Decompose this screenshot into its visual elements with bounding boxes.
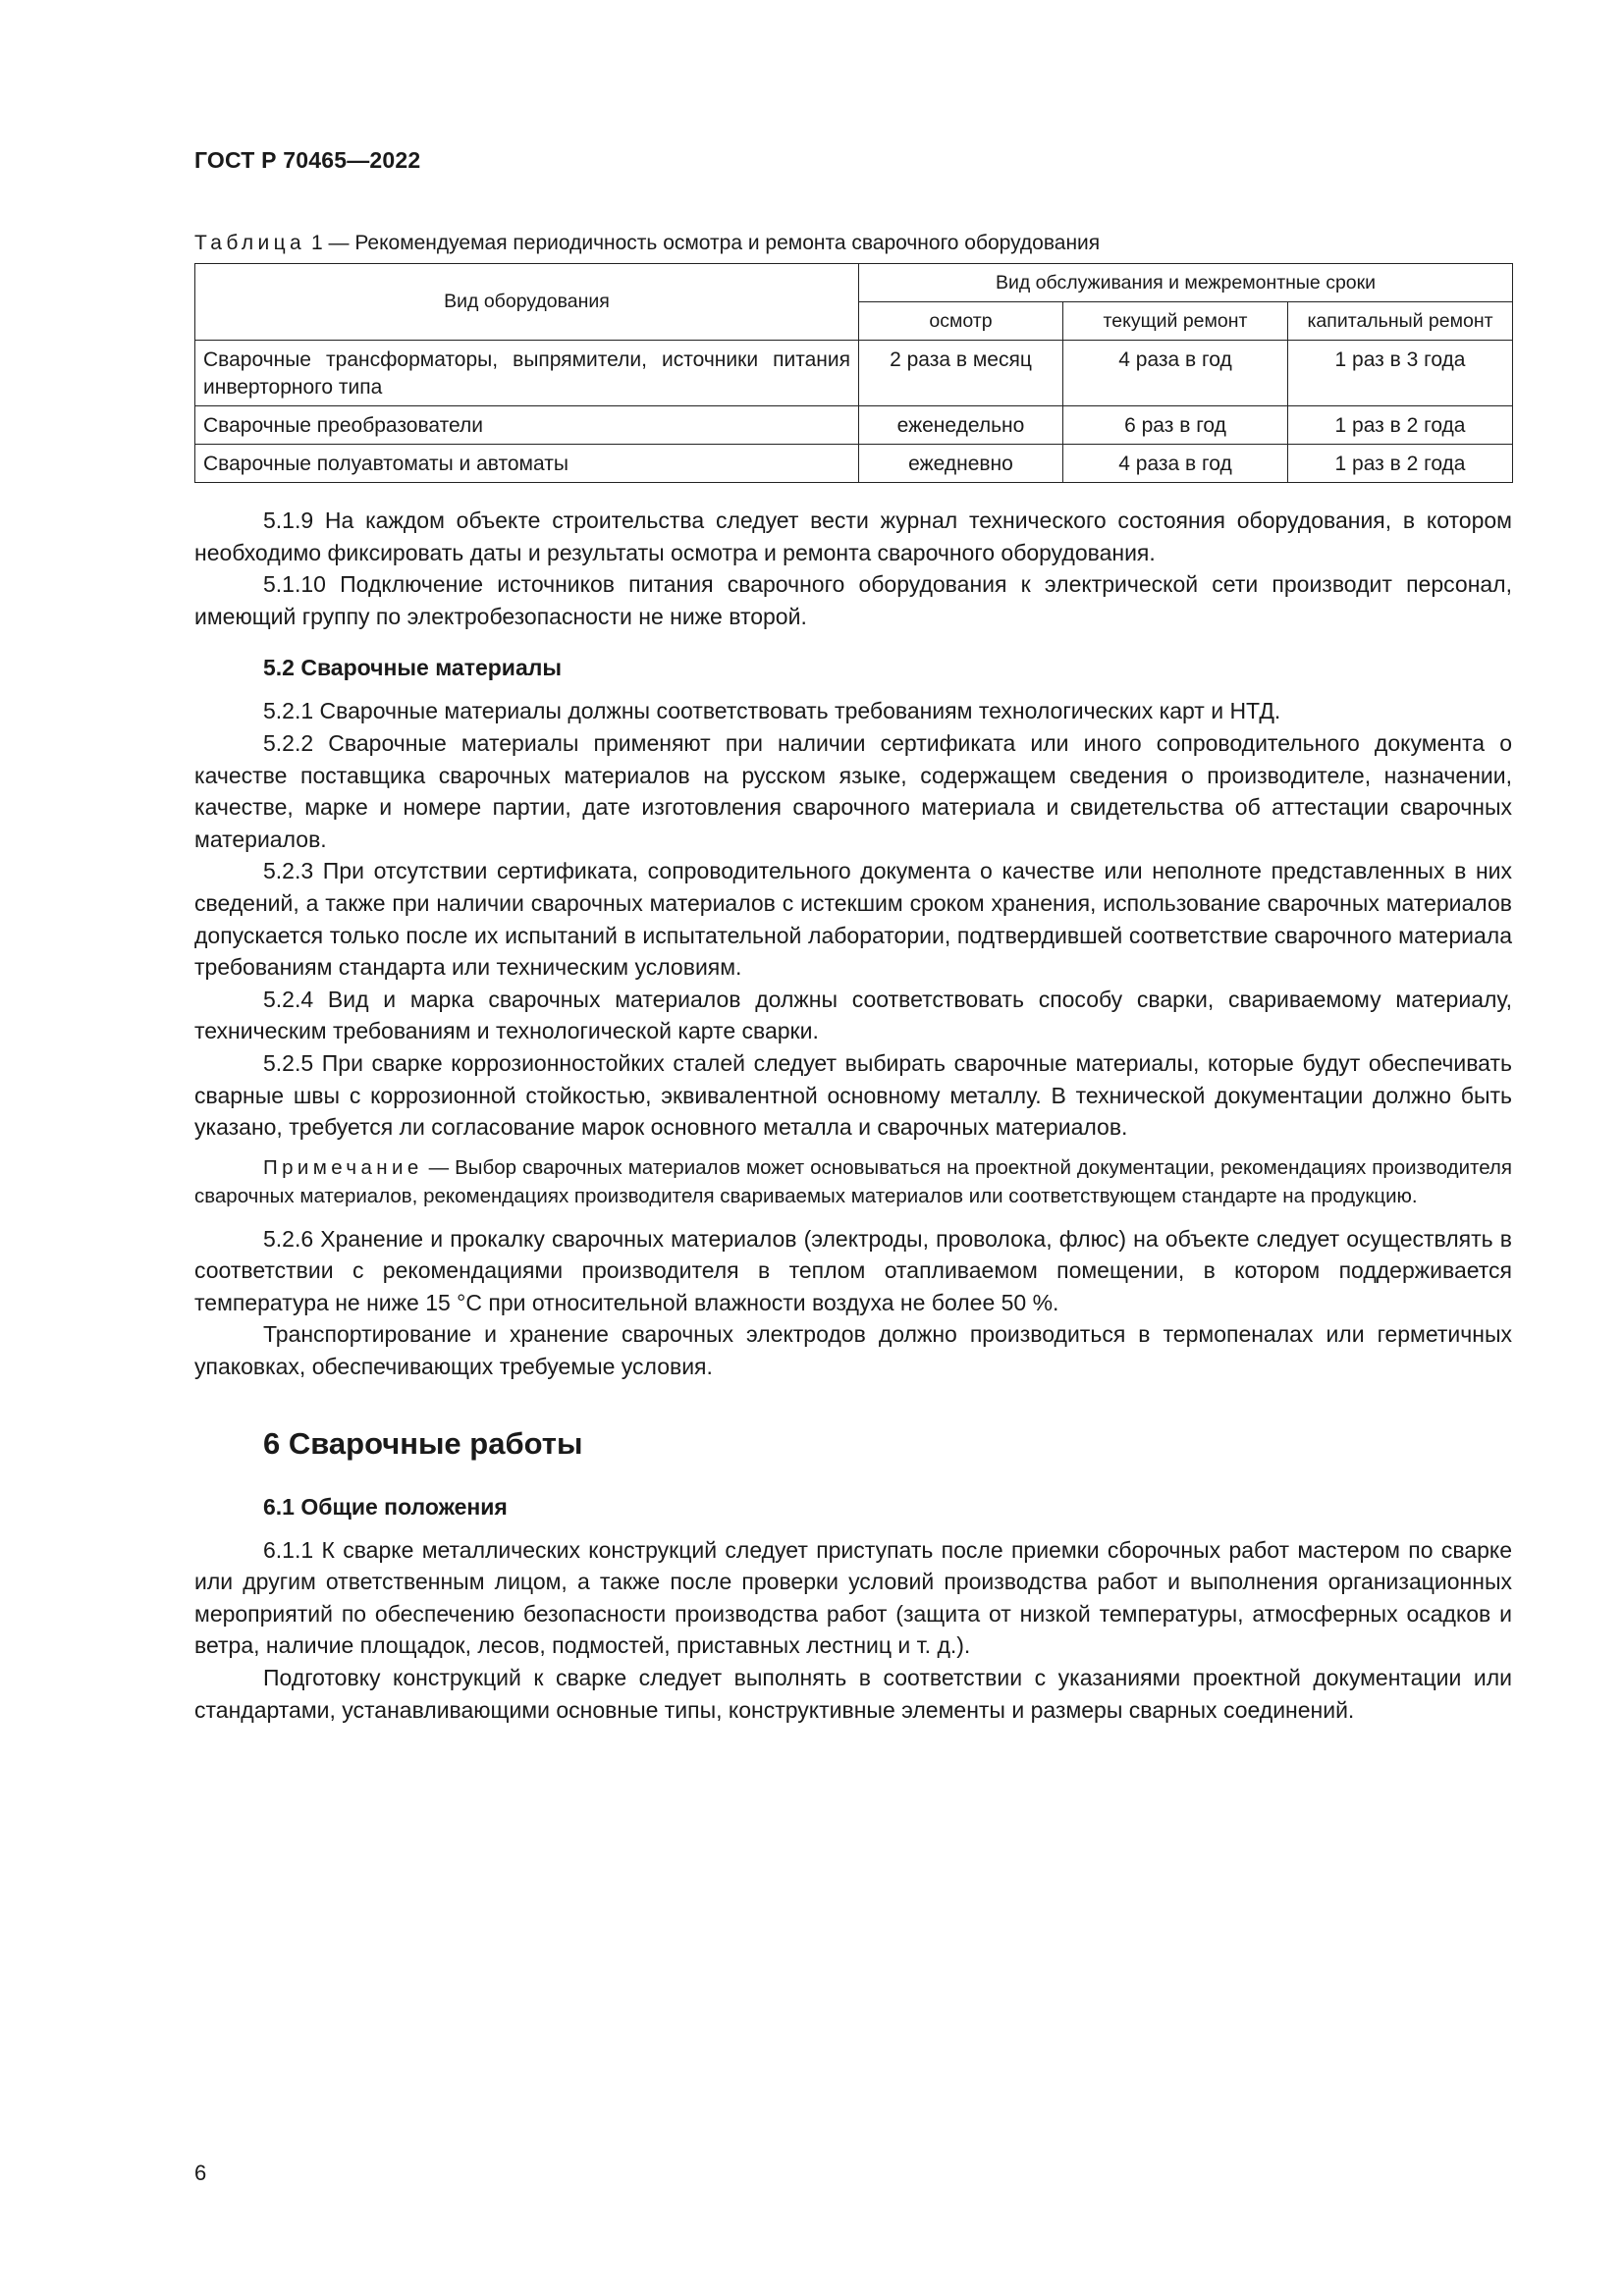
current-repair-cell: 4 раза в год [1063, 341, 1288, 406]
paragraph-5-2-3: 5.2.3 При отсутствии сертификата, сопроводительного документа о качестве или неполноте представленных в них сведений, а также при наличии сварочных материалов с истекшим сроком хранения, использование сварочных материалов допускается только после их испытаний в испытательной лаборатории, подтвердившей соответствие сварочного материала требованиям стандарта или техническим условиям. [194, 858, 1512, 981]
note-text: — Выбор сварочных материалов может основываться на проектной документации, рекомендациях производителя сварочных материалов, рекомендациях производителя свариваемых материалов или соответствующем стандарте на продукцию. [194, 1155, 1512, 1208]
paragraph-5-2-1: 5.2.1 Сварочные материалы должны соответствовать требованиям технологических карт и НТД. [263, 698, 1281, 724]
paragraph-preparation: Подготовку конструкций к сварке следует выполнять в соответствии с указаниями проектной документации или стандартами, устанавливающими основные типы, конструктивные элементы и размеры сварных соединений. [194, 1665, 1512, 1723]
page-number: 6 [194, 2161, 207, 2185]
maintenance-table [194, 263, 1513, 483]
paragraph-5-1-10: 5.1.10 Подключение источников питания сварочного оборудования к электрической сети производит персонал, имеющий группу по электробезопасности не ниже второй. [194, 571, 1512, 629]
paragraph-5-2-5: 5.2.5 При сварке коррозионностойких сталей следует выбирать сварочные материалы, которые будут обеспечивать сварные швы с коррозионной стойкостью, эквивалентной основному металлу. В технической документации должно быть указано, требуется ли согласование марок основного металла и сварочных материалов. [194, 1049, 1512, 1141]
equipment-name: Сварочные трансформаторы, выпрямители, источники питания инверторного типа [195, 341, 859, 406]
section-heading-6-1: 6.1 Общие положения [263, 1493, 508, 1520]
paragraph-transport: Транспортирование и хранение сварочных электродов должно производиться в термопеналах или герметичных упаковках, обеспечивающих требуемые условия. [194, 1321, 1512, 1380]
header-service-group: Вид обслуживания и межремонтные сроки [859, 264, 1513, 302]
table-caption-label: Таблица [194, 232, 306, 254]
inspection-cell: еженедельно [859, 406, 1063, 445]
header-current-repair: текущий ремонт [1063, 302, 1288, 341]
note-label: Примечание [263, 1155, 423, 1179]
table-caption-text: 1 — Рекомендуемая периодичность осмотра и ремонта сварочного оборудования [305, 232, 1101, 254]
document-code: ГОСТ Р 70465—2022 [194, 147, 421, 173]
paragraph-5-2-4: 5.2.4 Вид и марка сварочных материалов должны соответствовать способу сварки, свариваемому материалу, техническим требованиям и технологической карте сварки. [194, 986, 1512, 1044]
paragraph-5-1-9: 5.1.9 На каждом объекте строительства следует вести журнал технического состояния оборудования, в котором необходимо фиксировать даты и результаты осмотра и ремонта сварочного оборудования. [194, 507, 1512, 565]
table-caption [194, 232, 1512, 255]
section-heading-5-2: 5.2 Сварочные материалы [263, 655, 562, 681]
table-row [195, 341, 1513, 406]
header-capital-repair: капитальный ремонт [1288, 302, 1513, 341]
table-row [195, 406, 1513, 445]
paragraph-5-2-2: 5.2.2 Сварочные материалы применяют при наличии сертификата или иного сопроводительного документа о качестве поставщика сварочных материалов на русском языке, содержащем сведения о производителе, назначении, качестве, марке и номере партии, дате изготовления сварочного материала и свидетельства об аттестации сварочных материалов. [194, 729, 1512, 852]
current-repair-cell: 4 раза в год [1063, 445, 1288, 483]
inspection-cell: 2 раза в месяц [859, 341, 1063, 406]
table-row [195, 445, 1513, 483]
capital-repair-cell: 1 раз в 2 года [1288, 406, 1513, 445]
header-equipment: Вид оборудования [195, 264, 859, 341]
capital-repair-cell: 1 раз в 2 года [1288, 445, 1513, 483]
note [194, 1153, 1512, 1211]
capital-repair-cell: 1 раз в 3 года [1288, 341, 1513, 406]
inspection-cell: ежедневно [859, 445, 1063, 483]
equipment-name: Сварочные преобразователи [195, 406, 859, 445]
current-repair-cell: 6 раз в год [1063, 406, 1288, 445]
equipment-name: Сварочные полуавтоматы и автоматы [195, 445, 859, 483]
paragraph-6-1-1: 6.1.1 К сварке металлических конструкций следует приступать после приемки сборочных работ мастером по сварке или другим ответственным лицом, а также после проверки условий производства работ и выполнения организационных мероприятий по обеспечению безопасности производства работ (защита от низкой температуры, атмосферных осадков и ветра, наличие площадок, лесов, подмостей, приставных лестниц и т. д.). [194, 1536, 1512, 1659]
section-heading-6: 6 Сварочные работы [263, 1425, 583, 1461]
paragraph-5-2-6: 5.2.6 Хранение и прокалку сварочных материалов (электроды, проволока, флюс) на объекте следует осуществлять в соответствии с рекомендациями производителя в теплом отапливаемом помещении, в котором поддерживается температура не ниже 15 °С при относительной влажности воздуха не более 50 %. [194, 1225, 1512, 1315]
header-inspection: осмотр [859, 302, 1063, 341]
document-page [194, 147, 1512, 1726]
